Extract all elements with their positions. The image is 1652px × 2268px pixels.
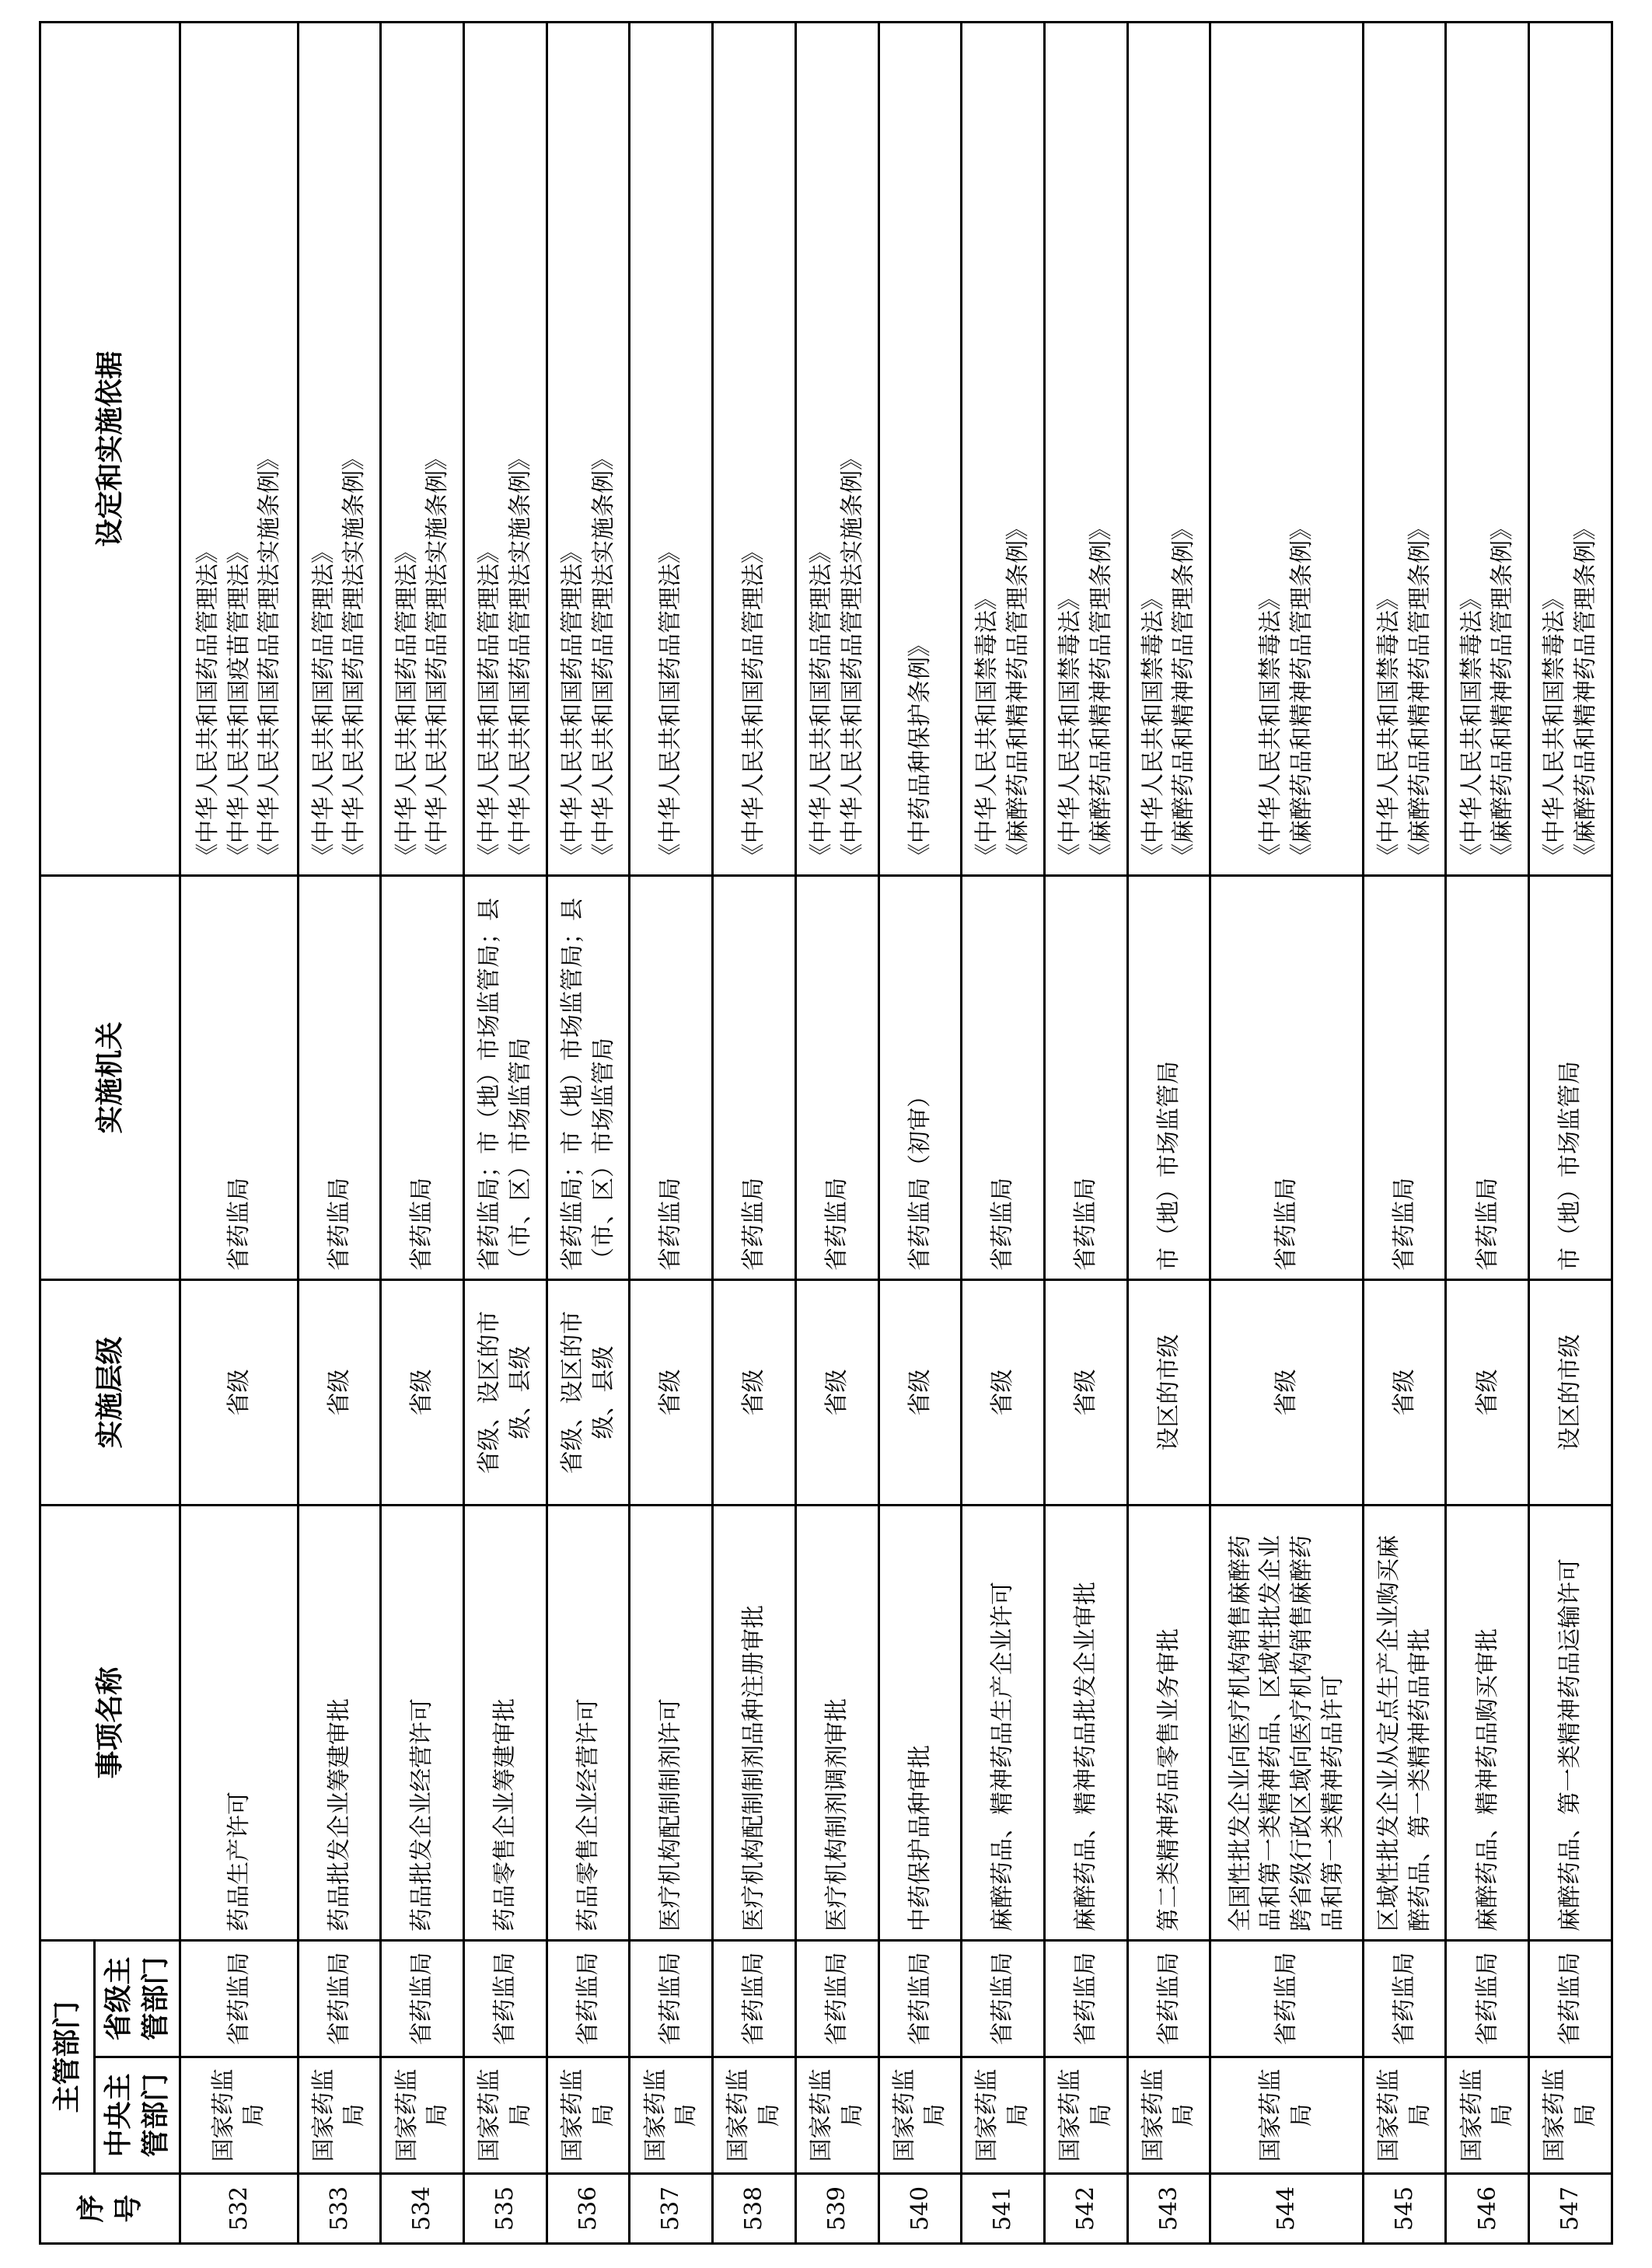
table-row xyxy=(547,22,630,2243)
cell-basis xyxy=(1529,22,1612,875)
basis-line: 《麻醉药品和精神药品管理条例》 xyxy=(1406,516,1434,867)
cell-seq: 542 xyxy=(1044,2174,1127,2244)
cell-agency: 市（地）市场监管局 xyxy=(1529,875,1612,1279)
table-row xyxy=(1363,22,1446,2243)
cell-agency: 省药监局 xyxy=(962,875,1045,1279)
cell-agency: 省药监局（初审） xyxy=(878,875,962,1279)
header-basis: 设定和实施依据 xyxy=(40,22,180,875)
cell-agency: 市（地）市场监管局 xyxy=(1127,875,1210,1279)
cell-central-dept: 国家药监局 xyxy=(1363,2057,1446,2174)
cell-provincial-dept: 省药监局 xyxy=(1044,1940,1127,2057)
cell-item-name: 医疗机构配制制剂品种注册审批 xyxy=(713,1505,796,1940)
table-row xyxy=(1529,22,1612,2243)
cell-level: 省级 xyxy=(1446,1279,1529,1505)
cell-basis xyxy=(180,22,299,875)
table-row xyxy=(713,22,796,2243)
header-item-name: 事项名称 xyxy=(40,1505,180,1940)
cell-item-name: 麻醉药品、第一类精神药品运输许可 xyxy=(1529,1505,1612,1940)
cell-agency: 省药监局 xyxy=(1044,875,1127,1279)
cell-agency: 省药监局 xyxy=(381,875,464,1279)
cell-central-dept: 国家药监局 xyxy=(1446,2057,1529,2174)
cell-item-name: 中药保护品种审批 xyxy=(878,1505,962,1940)
cell-basis xyxy=(381,22,464,875)
header-agency: 实施机关 xyxy=(40,875,180,1279)
basis-line: 《中华人民共和国药品管理法实施条例》 xyxy=(506,446,534,867)
cell-central-dept: 国家药监局 xyxy=(630,2057,713,2174)
cell-seq: 539 xyxy=(795,2174,878,2244)
cell-central-dept: 国家药监局 xyxy=(547,2057,630,2174)
cell-item-name: 药品批发企业经营许可 xyxy=(381,1505,464,1940)
basis-line: 《中华人民共和国药品管理法》 xyxy=(393,539,421,867)
cell-basis xyxy=(464,22,547,875)
cell-provincial-dept: 省药监局 xyxy=(1363,1940,1446,2057)
cell-seq: 536 xyxy=(547,2174,630,2244)
cell-provincial-dept: 省药监局 xyxy=(1446,1940,1529,2057)
cell-central-dept: 国家药监局 xyxy=(1529,2057,1612,2174)
administrative-licensing-table xyxy=(39,21,1613,2245)
basis-line: 《麻醉药品和精神药品管理条例》 xyxy=(1087,516,1115,867)
cell-provincial-dept: 省药监局 xyxy=(298,1940,381,2057)
basis-line: 《中华人民共和国禁毒法》 xyxy=(1541,586,1569,867)
cell-seq: 540 xyxy=(878,2174,962,2244)
cell-central-dept: 国家药监局 xyxy=(1044,2057,1127,2174)
cell-seq: 546 xyxy=(1446,2174,1529,2244)
header-provincial-dept: 省级主管部门 xyxy=(95,1940,180,2057)
header-dept-group: 主管部门 xyxy=(40,1940,95,2173)
cell-level: 省级、设区的市级、县级 xyxy=(547,1279,630,1505)
cell-central-dept: 国家药监局 xyxy=(298,2057,381,2174)
basis-line: 《中华人民共和国禁毒法》 xyxy=(1257,586,1285,867)
header-level: 实施层级 xyxy=(40,1279,180,1505)
basis-line: 《麻醉药品和精神药品管理条例》 xyxy=(1489,516,1517,867)
cell-central-dept: 国家药监局 xyxy=(713,2057,796,2174)
table-row xyxy=(464,22,547,2243)
cell-level: 设区的市级 xyxy=(1529,1279,1612,1505)
cell-seq: 532 xyxy=(180,2174,299,2244)
table-row xyxy=(795,22,878,2243)
cell-seq: 544 xyxy=(1210,2174,1363,2244)
basis-line: 《中华人民共和国药品管理法》 xyxy=(740,539,768,867)
cell-seq: 538 xyxy=(713,2174,796,2244)
table-row xyxy=(1446,22,1529,2243)
cell-level: 省级 xyxy=(381,1279,464,1505)
cell-level: 省级 xyxy=(180,1279,299,1505)
cell-central-dept: 国家药监局 xyxy=(878,2057,962,2174)
cell-item-name: 全国性批发企业向医疗机构销售麻醉药品和第一类精神药品、区域性批发企业跨省级行政区域向医疗机构销售麻醉药品和第一类精神药品许可 xyxy=(1210,1505,1363,1940)
cell-agency: 省药监局 xyxy=(630,875,713,1279)
cell-central-dept: 国家药监局 xyxy=(962,2057,1045,2174)
cell-seq: 537 xyxy=(630,2174,713,2244)
cell-level: 省级 xyxy=(1363,1279,1446,1505)
basis-line: 《麻醉药品和精神药品管理条例》 xyxy=(1288,516,1316,867)
cell-provincial-dept: 省药监局 xyxy=(878,1940,962,2057)
cell-provincial-dept: 省药监局 xyxy=(795,1940,878,2057)
cell-seq: 541 xyxy=(962,2174,1045,2244)
cell-level: 省级 xyxy=(713,1279,796,1505)
cell-level: 设区的市级 xyxy=(1127,1279,1210,1505)
cell-provincial-dept: 省药监局 xyxy=(962,1940,1045,2057)
cell-seq: 533 xyxy=(298,2174,381,2244)
cell-seq: 545 xyxy=(1363,2174,1446,2244)
cell-provincial-dept: 省药监局 xyxy=(1210,1940,1363,2057)
cell-central-dept: 国家药监局 xyxy=(795,2057,878,2174)
cell-level: 省级 xyxy=(1210,1279,1363,1505)
cell-central-dept: 国家药监局 xyxy=(180,2057,299,2174)
cell-item-name: 药品零售企业经营许可 xyxy=(547,1505,630,1940)
cell-level: 省级 xyxy=(878,1279,962,1505)
cell-basis xyxy=(1446,22,1529,875)
cell-central-dept: 国家药监局 xyxy=(1127,2057,1210,2174)
cell-provincial-dept: 省药监局 xyxy=(1529,1940,1612,2057)
cell-agency: 省药监局 xyxy=(713,875,796,1279)
cell-basis xyxy=(1210,22,1363,875)
basis-line: 《中华人民共和国药品管理法》 xyxy=(476,539,504,867)
cell-basis xyxy=(298,22,381,875)
basis-line: 《中华人民共和国药品管理法实施条例》 xyxy=(424,446,452,867)
basis-line: 《麻醉药品和精神药品管理条例》 xyxy=(1170,516,1198,867)
cell-basis xyxy=(795,22,878,875)
cell-item-name: 药品生产许可 xyxy=(180,1505,299,1940)
basis-line: 《中华人民共和国禁毒法》 xyxy=(973,586,1001,867)
table-row xyxy=(381,22,464,2243)
basis-line: 《中华人民共和国疫苗管理法》 xyxy=(225,539,253,867)
cell-basis xyxy=(878,22,962,875)
cell-level: 省级 xyxy=(962,1279,1045,1505)
basis-line: 《麻醉药品和精神药品管理条例》 xyxy=(1572,516,1600,867)
cell-item-name: 第二类精神药品零售业务审批 xyxy=(1127,1505,1210,1940)
cell-basis xyxy=(713,22,796,875)
cell-seq: 547 xyxy=(1529,2174,1612,2244)
cell-level: 省级 xyxy=(795,1279,878,1505)
basis-line: 《中药品种保护条例》 xyxy=(906,633,934,867)
cell-basis xyxy=(1127,22,1210,875)
cell-item-name: 麻醉药品、精神药品购买审批 xyxy=(1446,1505,1529,1940)
cell-agency: 省药监局 xyxy=(180,875,299,1279)
cell-provincial-dept: 省药监局 xyxy=(180,1940,299,2057)
basis-line: 《麻醉药品和精神药品管理条例》 xyxy=(1004,516,1032,867)
cell-provincial-dept: 省药监局 xyxy=(547,1940,630,2057)
cell-central-dept: 国家药监局 xyxy=(1210,2057,1363,2174)
cell-basis xyxy=(630,22,713,875)
cell-agency: 省药监局 xyxy=(1210,875,1363,1279)
cell-provincial-dept: 省药监局 xyxy=(713,1940,796,2057)
basis-line: 《中华人民共和国药品管理法》 xyxy=(558,539,586,867)
basis-line: 《中华人民共和国药品管理法实施条例》 xyxy=(589,446,617,867)
cell-item-name: 药品零售企业筹建审批 xyxy=(464,1505,547,1940)
basis-line: 《中华人民共和国禁毒法》 xyxy=(1139,586,1167,867)
cell-seq: 535 xyxy=(464,2174,547,2244)
cell-provincial-dept: 省药监局 xyxy=(381,1940,464,2057)
cell-basis xyxy=(962,22,1045,875)
basis-line: 《中华人民共和国药品管理法实施条例》 xyxy=(256,446,284,867)
basis-line: 《中华人民共和国禁毒法》 xyxy=(1458,586,1486,867)
basis-line: 《中华人民共和国药品管理法实施条例》 xyxy=(838,446,866,867)
header-central-dept: 中央主管部门 xyxy=(95,2057,180,2174)
table-row xyxy=(1044,22,1127,2243)
cell-agency: 省药监局 xyxy=(795,875,878,1279)
cell-level: 省级 xyxy=(630,1279,713,1505)
cell-item-name: 麻醉药品、精神药品生产企业许可 xyxy=(962,1505,1045,1940)
cell-level: 省级 xyxy=(298,1279,381,1505)
rotated-table-container xyxy=(39,23,1613,2245)
cell-central-dept: 国家药监局 xyxy=(464,2057,547,2174)
cell-provincial-dept: 省药监局 xyxy=(630,1940,713,2057)
table-row xyxy=(962,22,1045,2243)
basis-line: 《中华人民共和国药品管理法实施条例》 xyxy=(341,446,368,867)
cell-item-name: 区域性批发企业从定点生产企业购买麻醉药品、第一类精神药品审批 xyxy=(1363,1505,1446,1940)
basis-line: 《中华人民共和国药品管理法》 xyxy=(309,539,337,867)
basis-line: 《中华人民共和国禁毒法》 xyxy=(1057,586,1084,867)
cell-item-name: 医疗机构制剂调剂审批 xyxy=(795,1505,878,1940)
cell-agency: 省药监局；市（地）市场监管局；县（市、区）市场监管局 xyxy=(464,875,547,1279)
table-row xyxy=(630,22,713,2243)
table-row xyxy=(180,22,299,2243)
table-row xyxy=(1127,22,1210,2243)
cell-item-name: 医疗机构配制制剂许可 xyxy=(630,1505,713,1940)
cell-agency: 省药监局 xyxy=(1363,875,1446,1279)
cell-central-dept: 国家药监局 xyxy=(381,2057,464,2174)
cell-provincial-dept: 省药监局 xyxy=(464,1940,547,2057)
cell-item-name: 麻醉药品、精神药品批发企业审批 xyxy=(1044,1505,1127,1940)
basis-line: 《中华人民共和国药品管理法》 xyxy=(808,539,836,867)
basis-line: 《中华人民共和国药品管理法》 xyxy=(194,539,222,867)
table-row xyxy=(298,22,381,2243)
table-body xyxy=(180,22,1612,2243)
cell-seq: 534 xyxy=(381,2174,464,2244)
cell-basis xyxy=(547,22,630,875)
cell-agency: 省药监局 xyxy=(1446,875,1529,1279)
table-row xyxy=(1210,22,1363,2243)
cell-agency: 省药监局；市（地）市场监管局；县（市、区）市场监管局 xyxy=(547,875,630,1279)
cell-item-name: 药品批发企业筹建审批 xyxy=(298,1505,381,1940)
cell-basis xyxy=(1363,22,1446,875)
table-row xyxy=(878,22,962,2243)
cell-provincial-dept: 省药监局 xyxy=(1127,1940,1210,2057)
cell-level: 省级、设区的市级、县级 xyxy=(464,1279,547,1505)
cell-basis xyxy=(1044,22,1127,875)
basis-line: 《中华人民共和国药品管理法》 xyxy=(657,539,685,867)
basis-line: 《中华人民共和国禁毒法》 xyxy=(1375,586,1402,867)
cell-agency: 省药监局 xyxy=(298,875,381,1279)
cell-seq: 543 xyxy=(1127,2174,1210,2244)
header-seq: 序号 xyxy=(40,2174,180,2244)
cell-level: 省级 xyxy=(1044,1279,1127,1505)
